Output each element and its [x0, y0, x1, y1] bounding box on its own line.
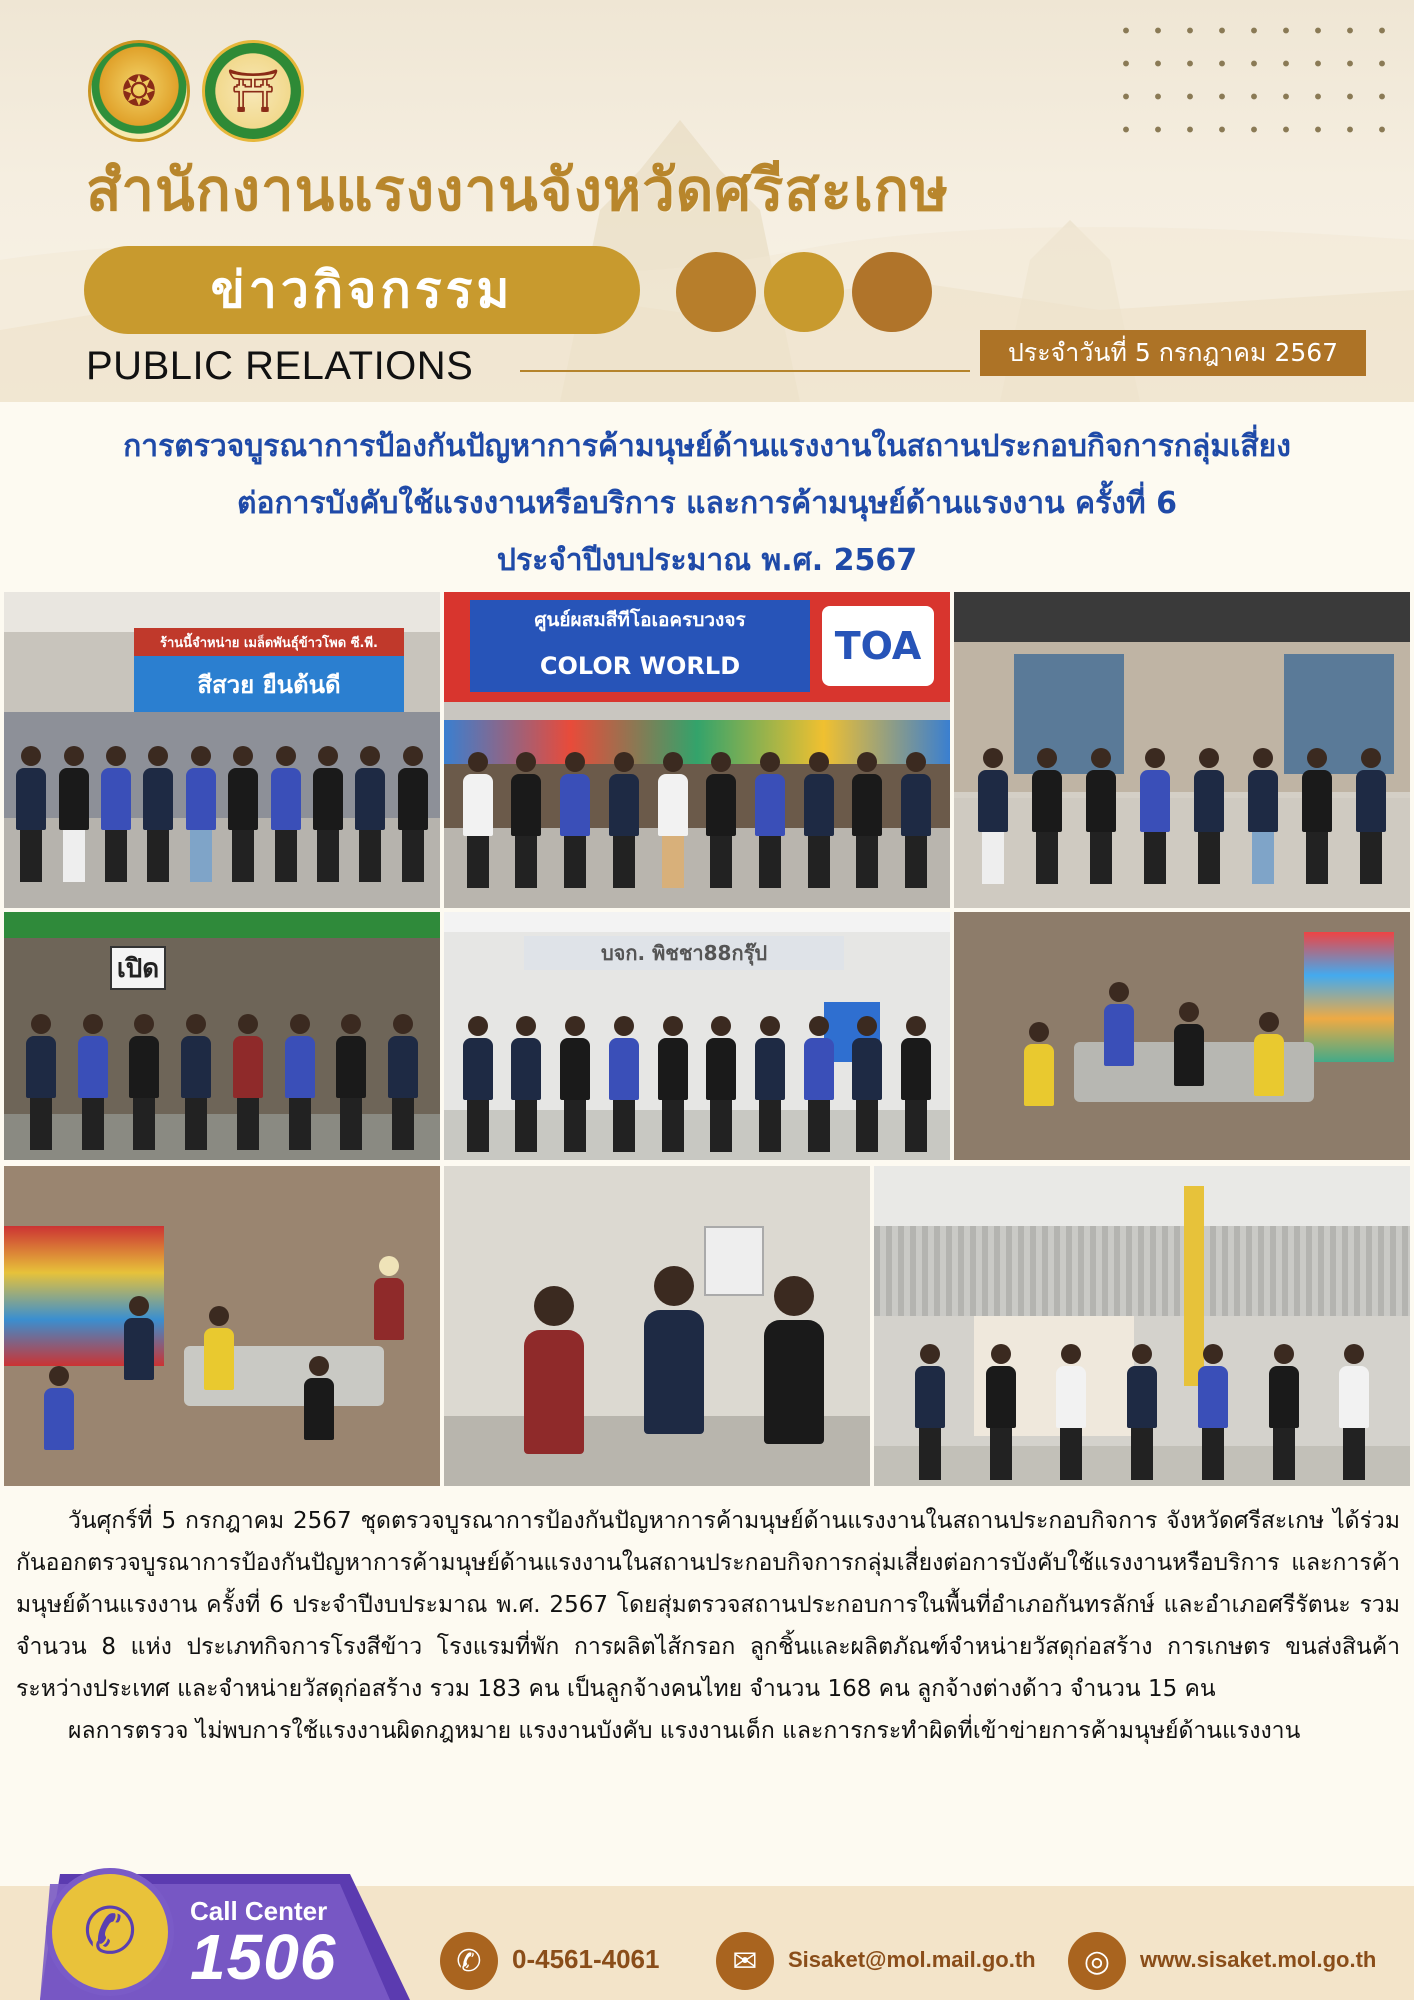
sisaket-province-logo — [202, 40, 304, 142]
mail-icon: ✉ — [716, 1932, 774, 1990]
toa-brand-sign: TOA — [822, 606, 934, 686]
body-paragraph-1: วันศุกร์ที่ 5 กรกฎาคม 2567 ชุดตรวจบูรณาการป้องกันปัญหาการค้ามนุษย์ด้านแรงงานในสถานประกอบกิจการ จังหวัดศรีสะเกษ ได้ร่วมกันออกตรวจบูรณาการป้องกันปัญหาการค้ามนุษย์ด้านแรงงานในสถานประกอบกิจการกลุ่มเสี่ยงต่อการบังคับใช้แรงงานหรือบริการ และการค้ามนุษย์ด้านแรงงาน ครั้งที่ 6 ประจำปีงบประมาณ พ.ศ. 2567 โดยสุ่มตรวจสถานประกอบการในพื้นที่อำเภอกันทรลักษ์ และอำเภอศรีรัตนะ รวมจำนวน 8 แห่ง ประเภทกิจการโรงสีข้าว โรงแรมที่พัก การผลิตไส้กรอก ลูกชิ้นและผลิตภัณฑ์จำหน่ายวัสดุก่อสร้าง การเกษตร ขนส่งสินค้าระหว่างประเทศ และจำหน่ายวัสดุก่อสร้าง รวม 183 คน เป็นลูกจ้างคนไทย จำนวน 168 คน ลูกจ้างต่างด้าว จำนวน 15 คน — [16, 1508, 1400, 1702]
decorative-circle — [676, 252, 756, 332]
website-link[interactable]: www.sisaket.mol.go.th — [1140, 1947, 1377, 1972]
activity-photo-7 — [4, 1166, 440, 1486]
call-center-number[interactable]: 1506 — [190, 1921, 337, 1993]
activity-photo-8 — [444, 1166, 870, 1486]
shop-sign-main: สีสวย ยืนต้นดี — [134, 656, 404, 712]
activity-photo-2 — [444, 592, 950, 908]
activity-photo-3 — [954, 592, 1410, 908]
shop-sign-top: ร้านนี้จำหน่าย เมล็ดพันธุ์ข้าวโพด ซี.พี. — [134, 628, 404, 656]
phone-icon: ✆ — [440, 1932, 498, 1990]
decorative-circle — [764, 252, 844, 332]
paint-shop-sign: ศูนย์ผสมสีทีโอเอครบวงจร — [470, 600, 810, 640]
activity-photo-6 — [954, 912, 1410, 1160]
organization-title: สำนักงานแรงงานจังหวัดศรีสะเกษ — [86, 156, 950, 224]
date-text: ประจำวันที่ 5 กรกฎาคม 2567 — [1007, 338, 1339, 367]
phone-handset-icon: ✆ — [83, 1895, 137, 1969]
decorative-circle — [852, 252, 932, 332]
activity-photo-9 — [874, 1166, 1410, 1486]
phone-number[interactable]: 0-4561-4061 — [512, 1944, 660, 1974]
email-link[interactable]: Sisaket@mol.mail.go.th — [788, 1947, 1036, 1972]
company-sign: บจก. พิชชา88กรุ๊ป — [524, 936, 844, 970]
headline-line-1: การตรวจบูรณาการป้องกันปัญหาการค้ามนุษย์ด้านแรงงานในสถานประกอบกิจการกลุ่มเสี่ยง — [123, 429, 1291, 464]
temple-emblem-icon: ⛩ — [226, 66, 280, 115]
section-label: ข่าวกิจกรรม — [210, 260, 514, 319]
headline-line-2: ต่อการบังคับใช้แรงงานหรือบริการ และการค้ามนุษย์ด้านแรงงาน ครั้งที่ 6 — [237, 486, 1177, 521]
headline-line-3: ประจำปีงบประมาณ พ.ศ. 2567 — [496, 543, 918, 578]
color-world-sign: COLOR WORLD — [470, 640, 810, 692]
activity-photo-1 — [4, 592, 440, 908]
open-sign: เปิด — [110, 946, 166, 990]
header-divider — [520, 370, 970, 372]
public-relations-label: PUBLIC RELATIONS — [86, 344, 474, 388]
activity-photo-5 — [444, 912, 950, 1160]
decorative-dot-grid — [1110, 14, 1410, 144]
activity-photo-4 — [4, 912, 440, 1160]
news-body — [16, 1500, 1400, 1752]
section-label-pill — [84, 246, 640, 334]
body-paragraph-2: ผลการตรวจ ไม่พบการใช้แรงงานผิดกฎหมาย แรงงานบังคับ แรงงานเด็ก และการกระทำผิดที่เข้าข่ายการค้ามนุษย์ด้านแรงงาน — [68, 1718, 1301, 1744]
ministry-of-labour-logo — [88, 40, 190, 142]
date-badge — [980, 330, 1366, 376]
globe-icon: ◎ — [1068, 1932, 1126, 1990]
news-headline — [20, 418, 1394, 589]
deity-emblem-icon: ❂ — [121, 66, 157, 116]
call-center-phone-badge — [46, 1868, 174, 1996]
call-center-label: Call Center — [190, 1896, 328, 1926]
